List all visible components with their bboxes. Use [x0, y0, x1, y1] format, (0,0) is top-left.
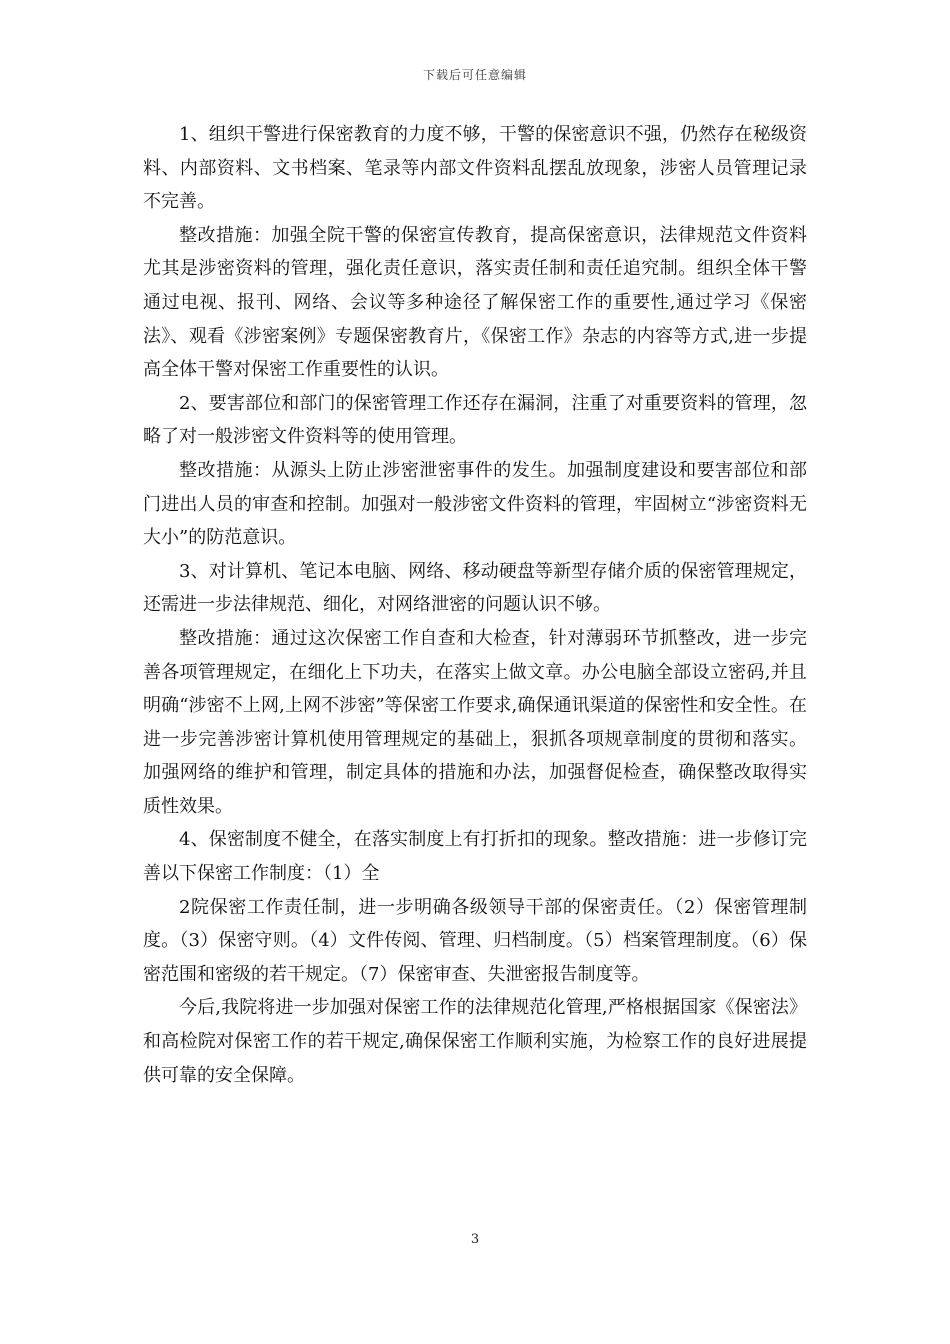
page-number: 3: [470, 1232, 480, 1247]
paragraph-issue-2: 2、要害部位和部门的保密管理工作还存在漏洞，注重了对重要资料的管理，忽略了对一般涉密文件资料等的使用管理。: [143, 392, 807, 448]
paragraph-issue-4: 4、保密制度不健全，在落实制度上有打折扣的现象。整改措施：进一步修订完善以下保密工作制度：（1）全: [143, 829, 807, 885]
paragraph-measure-3: 整改措施：通过这次保密工作自查和大检查，针对薄弱环节抓整改，进一步完善各项管理规定，在细化上下功夫，在落实上做文章。办公电脑全部设立密码,并且明确“涉密不上网,上网不涉密”等保密工作要求,确保通讯渠道的保密性和安全性。在进一步完善涉密计算机使用管理规定的基础上，狠抓各项规章制度的贯彻和落实。加强网络的维护和管理，制定具体的措施和办法，加强督促检查，确保整改取得实质性效果。: [143, 627, 807, 817]
paragraph-measure-2: 整改措施：从源头上防止涉密泄密事件的发生。加强制度建设和要害部位和部门进出人员的审查和控制。加强对一般涉密文件资料的管理，牢固树立“涉密资料无大小”的防范意识。: [143, 459, 807, 549]
document-body: [143, 118, 807, 1092]
paragraph-conclusion: 今后,我院将进一步加强对保密工作的法律规范化管理,严格根据国家《保密法》和高检院对保密工作的若干规定,确保保密工作顺利实施，为检察工作的良好进展提供可靠的安全保障。: [143, 997, 807, 1086]
page-header-note: 下载后可任意编辑: [422, 68, 527, 82]
paragraph-issue-1: 1、组织干警进行保密教育的力度不够，干警的保密意识不强，仍然存在秘级资料、内部资料、文书档案、笔录等内部文件资料乱摆乱放现象，涉密人员管理记录不完善。: [143, 124, 807, 213]
paragraph-regulations-list: 2院保密工作责任制，进一步明确各级领导干部的保密责任。（2）保密管理制度。（3）保密守则。（4）文件传阅、管理、归档制度。（5）档案管理制度。（6）保密范围和密级的若干规定。（7）保密审查、失泄密报告制度等。: [143, 896, 807, 985]
paragraph-measure-1: 整改措施：加强全院干警的保密宣传教育，提高保密意识，法律规范文件资料尤其是涉密资料的管理，强化责任意识，落实责任制和责任追究制。组织全体干警通过电视、报刊、网络、会议等多种途径了解保密工作的重要性,通过学习《保密法》、观看《涉密案例》专题保密教育片，《保密工作》杂志的内容等方式,进一步提高全体干警对保密工作重要性的认识。: [143, 224, 807, 381]
paragraph-issue-3: 3、对计算机、笔记本电脑、网络、移动硬盘等新型存储介质的保密管理规定，还需进一步法律规范、细化，对网络泄密的问题认识不够。: [143, 560, 807, 616]
